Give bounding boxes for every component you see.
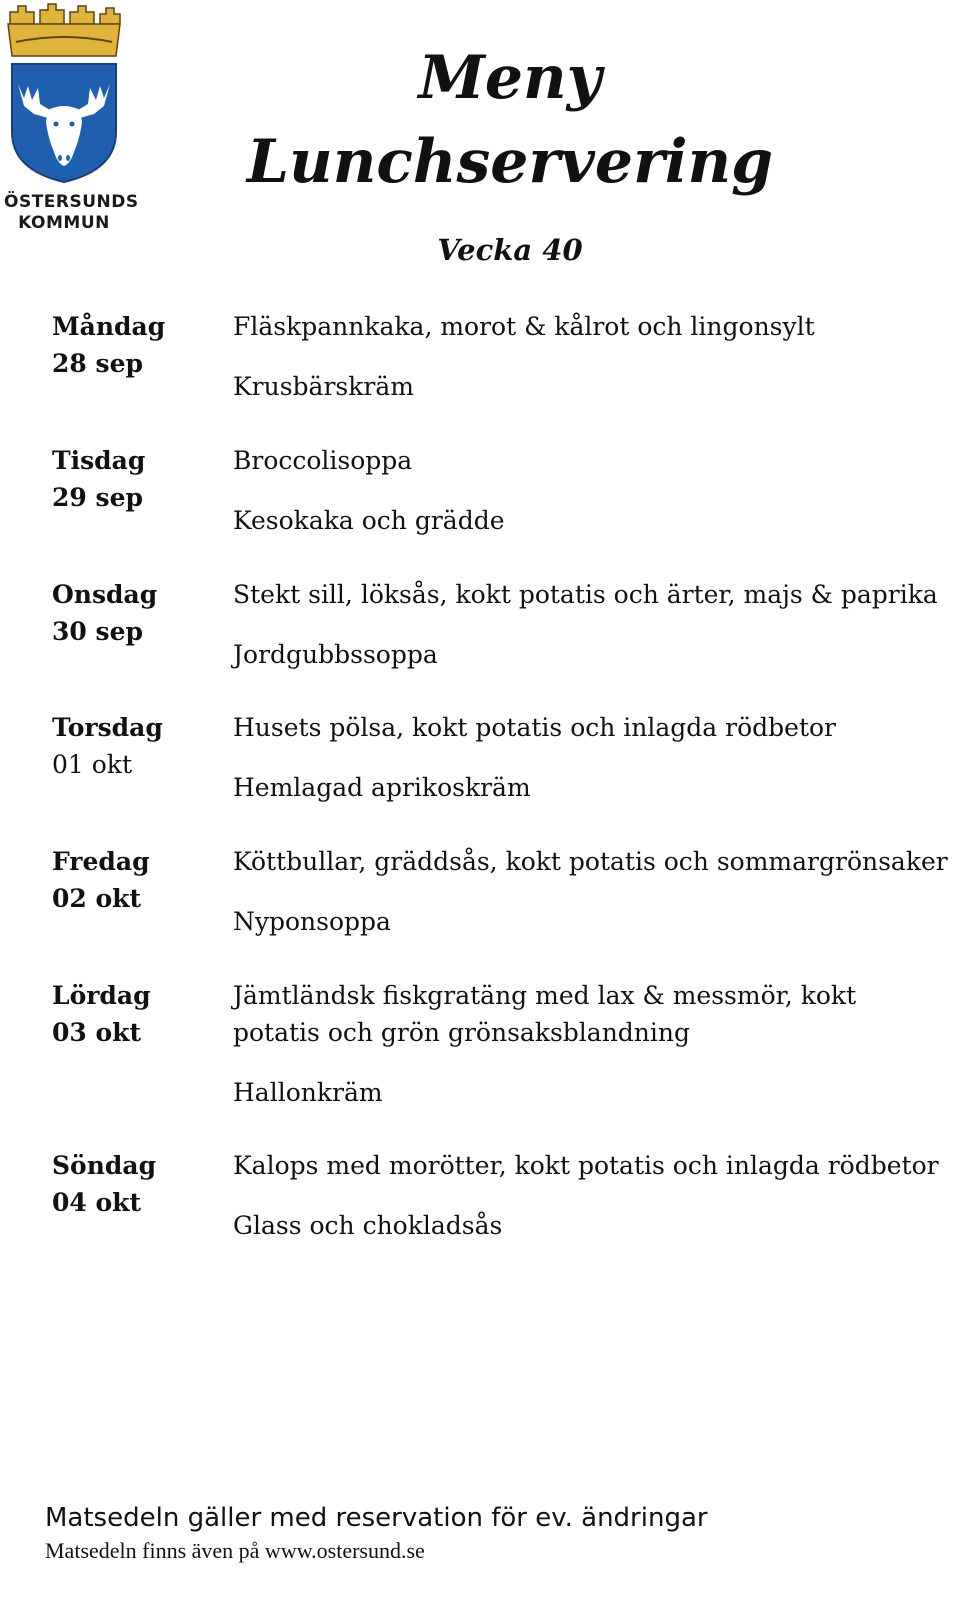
dessert: Nyponsoppa <box>233 907 391 936</box>
day-date: 01 okt <box>52 750 133 779</box>
day-label <box>52 1147 222 1221</box>
day-name: Måndag <box>52 312 166 341</box>
day-label <box>52 308 222 382</box>
day-name: Tisdag <box>52 446 146 475</box>
day-date: 30 sep <box>52 617 143 646</box>
moose-shield-crown-icon <box>4 2 124 187</box>
dessert: Glass och chokladsås <box>233 1211 503 1240</box>
main-dish: Kalops med morötter, kokt potatis och inlagda rödbetor <box>233 1151 939 1180</box>
main-dish: Jämtländsk fiskgratäng med lax & messmör, kokt potatis och grön grönsaksblandning <box>233 981 857 1047</box>
day-label <box>52 977 222 1051</box>
main-dish: Köttbullar, gräddsås, kokt potatis och sommargrönsaker <box>233 847 948 876</box>
logo-text-line2: KOMMUN <box>18 213 110 233</box>
main-dish: Husets pölsa, kokt potatis och inlagda rödbetor <box>233 713 837 742</box>
day-label <box>52 843 222 917</box>
week-label: Vecka 40 <box>437 233 583 267</box>
dessert: Hemlagad aprikoskräm <box>233 773 531 802</box>
main-dish: Fläskpannkaka, morot & kålrot och lingonsylt <box>233 312 815 341</box>
day-date: 03 okt <box>52 1018 142 1047</box>
day-date: 02 okt <box>52 884 142 913</box>
dessert: Jordgubbssoppa <box>233 640 438 669</box>
day-label <box>52 709 222 783</box>
footer-website-note: Matsedeln finns även på www.ostersund.se <box>45 1538 425 1563</box>
day-name: Söndag <box>52 1151 157 1180</box>
dessert: Krusbärskräm <box>233 372 414 401</box>
day-label <box>52 442 222 516</box>
logo-text-line1: ÖSTERSUNDS <box>4 192 139 212</box>
footer-reservation-note: Matsedeln gäller med reservation för ev. ändringar <box>45 1503 708 1533</box>
municipality-logo <box>4 2 139 234</box>
day-name: Lördag <box>52 981 151 1010</box>
day-date: 04 okt <box>52 1188 142 1217</box>
day-date: 29 sep <box>52 483 143 512</box>
day-label <box>52 576 222 650</box>
page-title: Meny <box>418 43 602 113</box>
main-dish: Stekt sill, löksås, kokt potatis och ärter, majs & paprika <box>233 580 938 609</box>
dessert: Kesokaka och grädde <box>233 506 505 535</box>
day-name: Onsdag <box>52 580 158 609</box>
page-subtitle: Lunchservering <box>246 127 774 197</box>
day-date: 28 sep <box>52 349 143 378</box>
day-name: Torsdag <box>52 713 163 742</box>
dessert: Hallonkräm <box>233 1078 383 1107</box>
main-dish: Broccolisoppa <box>233 446 413 475</box>
day-name: Fredag <box>52 847 150 876</box>
